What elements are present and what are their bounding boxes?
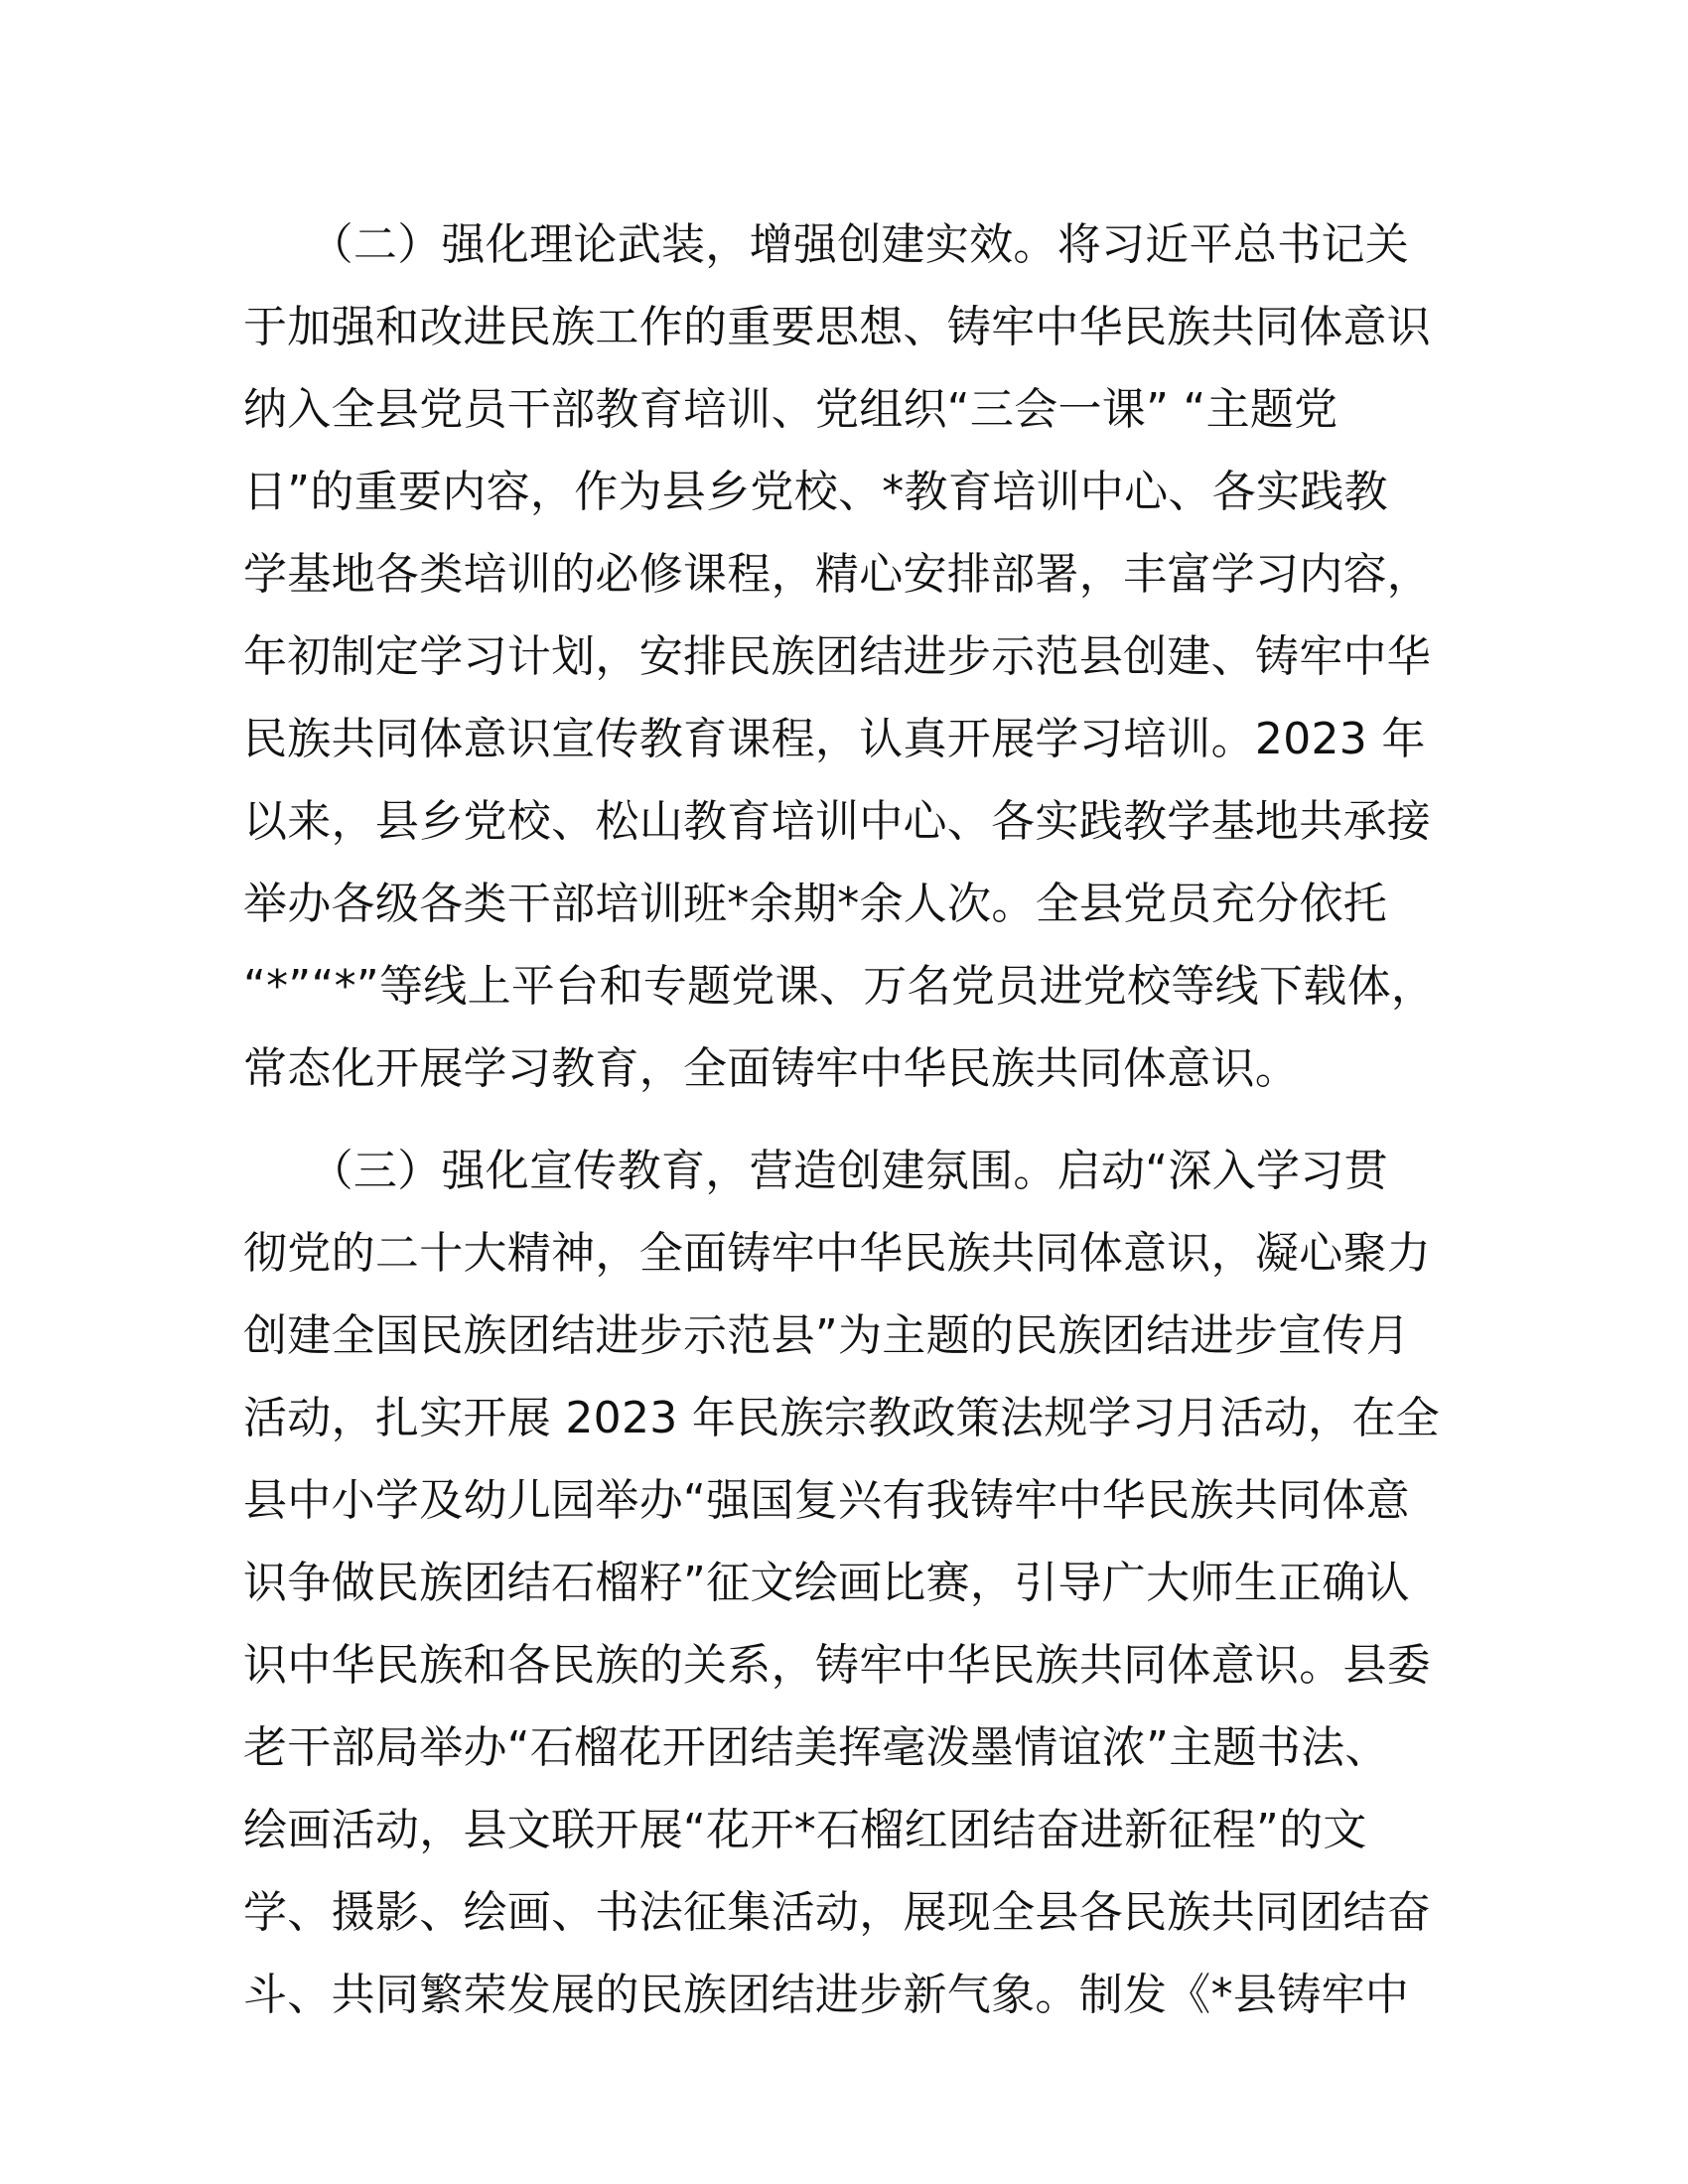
text-line: 斗、共同繁荣发展的民族团结进步新气象。制发《*县铸牢中 — [243, 1970, 1410, 2020]
text-line: 年初制定学习计划，安排民族团结进步示范县创建、铸牢中华 — [243, 631, 1432, 682]
text-line: 创建全国民族团结进步示范县”为主题的民族团结进步宣传月 — [243, 1310, 1410, 1361]
text-line: 以来，县乡党校、松山教育培训中心、各实践教学基地共承接 — [243, 796, 1432, 847]
text-line: 学基地各类培训的必修课程，精心安排部署，丰富学习内容， — [243, 549, 1432, 600]
text-line: 活动，扎实开展 2023 年民族宗教政策法规学习月活动，在全 — [243, 1393, 1440, 1443]
text-line: 老干部局举办“石榴花开团结美挥毫泼墨情谊浓”主题书法、 — [243, 1722, 1389, 1773]
text-line: 民族共同体意识宣传教育课程，认真开展学习培训。2023 年 — [243, 714, 1426, 764]
text-line: 绘画活动，县文联开展“花开*石榴红团结奋进新征程”的文 — [243, 1805, 1367, 1855]
text-line: “*”“*”等线上平台和专题党课、万名党员进党校等线下载体， — [243, 961, 1436, 1012]
text-line: 识争做民族团结石榴籽”征文绘画比赛，引导广大师生正确认 — [243, 1558, 1410, 1608]
text-line: 学、摄影、绘画、书法征集活动，展现全县各民族共同团结奋 — [243, 1887, 1432, 1938]
text-line: 识中华民族和各民族的关系，铸牢中华民族共同体意识。县委 — [243, 1640, 1432, 1691]
text-line: 日”的重要内容，作为县乡党校、*教育培训中心、各实践教 — [243, 467, 1388, 517]
text-line: （三）强化宣传教育，营造创建氛围。启动“深入学习贯 — [243, 1146, 1388, 1196]
paragraph-publicity-education — [243, 1130, 1455, 2036]
text-line: 常态化开展学习教育，全面铸牢中华民族共同体意识。 — [243, 1043, 1300, 1094]
text-line: 纳入全县党员干部教育培训、党组织“三会一课” “主题党 — [243, 384, 1338, 435]
paragraph-spacer — [243, 1110, 1455, 1130]
text-line: 彻党的二十大精神，全面铸牢中华民族共同体意识，凝心聚力 — [243, 1228, 1432, 1279]
paragraph-theory-study — [243, 204, 1455, 1110]
text-line: 于加强和改进民族工作的重要思想、铸牢中华民族共同体意识 — [243, 302, 1432, 352]
document-body — [243, 204, 1455, 2036]
text-line: 举办各级各类干部培训班*余期*余人次。全县党员充分依托 — [243, 879, 1388, 929]
text-line: 县中小学及幼儿园举办“强国复兴有我铸牢中华民族共同体意 — [243, 1475, 1410, 1526]
text-line: （二）强化理论武装，增强创建实效。将习近平总书记关 — [243, 219, 1410, 270]
